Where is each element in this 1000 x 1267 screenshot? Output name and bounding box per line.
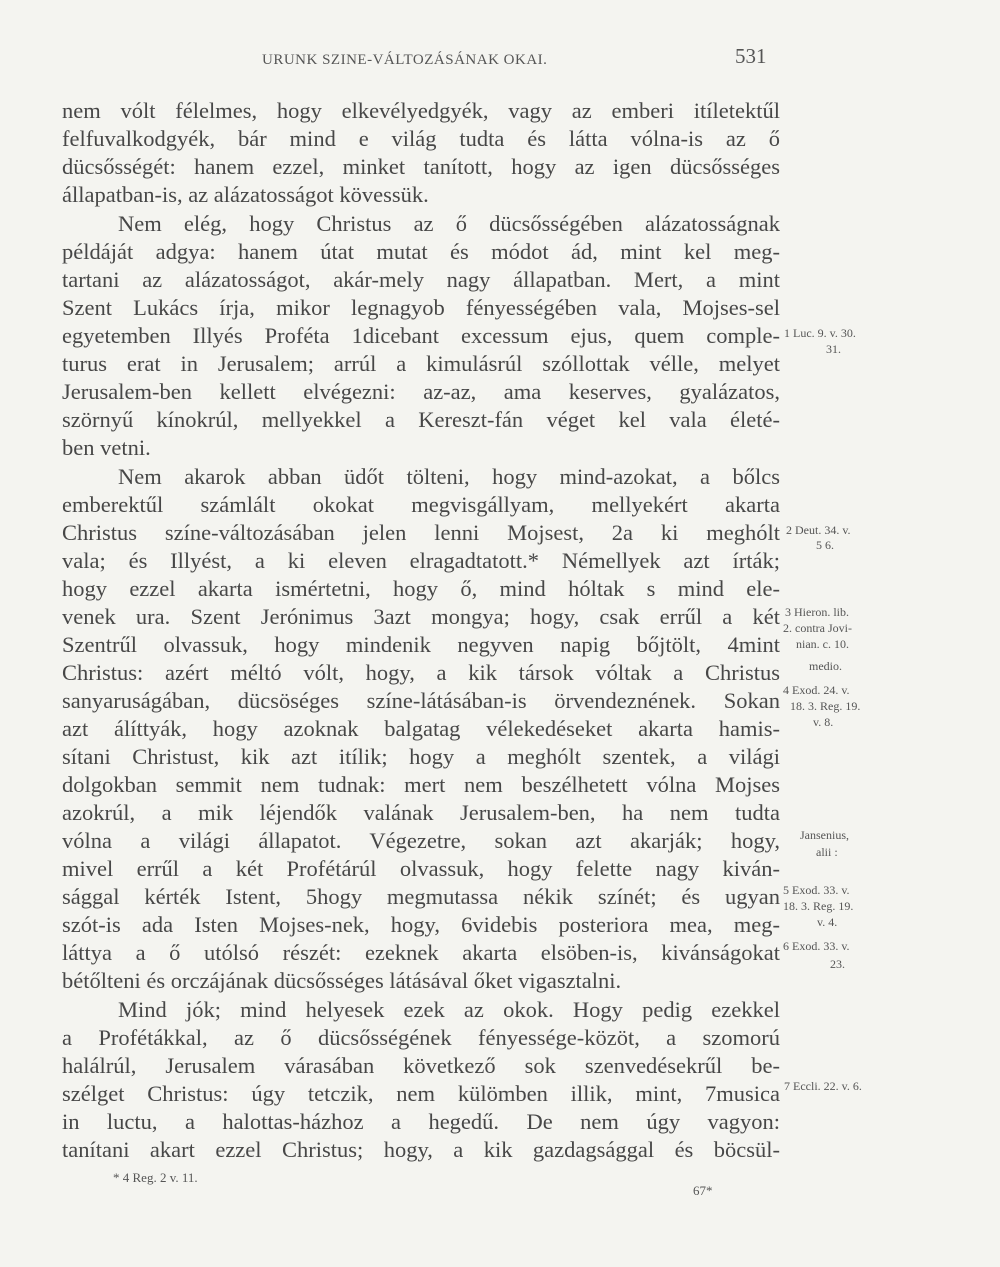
margin-note: 6 Exod. 33. v. [783,939,850,953]
text-line: példáját adgya: hanem útat mutat és módot ád, mint kel meg- [62,239,780,264]
text-line: azokrúl, a mik léjendők valának Jerusalem-ben, ha nem tudta [62,800,780,825]
margin-note: nian. c. 10. [796,637,849,651]
text-line: azt álíttyák, hogy azoknak balgatag vélekedéseket akarta hamis- [62,716,780,741]
text-line: láttya a ő utólsó részét: ezeknek akarta elsöben-is, kivánságokat [62,940,780,965]
text-line: nem vólt félelmes, hogy elkevélyedgyék, vagy az emberi itíletektűl [62,98,780,123]
margin-note: v. 8. [813,715,834,729]
text-line: dücsősségét: hanem ezzel, minket tanított, hogy az igen dücsősséges [62,154,780,179]
margin-note: 2. contra Jovi- [783,621,852,635]
margin-note: 5 Exod. 33. v. [783,883,850,897]
text-line: egyetemben Illyés Proféta 1dicebant excessum ejus, quem comple- [62,323,780,348]
text-line: sággal kérték Istent, 5hogy megmutassa nékik színét; és ugyan [62,884,780,909]
text-line: bétőlteni és orczájának dücsősséges látásával őket vigasztalni. [62,968,622,993]
text-line: sítani Christust, kik azt itílik; hogy a meghólt szentek, a világi [62,744,780,769]
text-line: in luctu, a halottas-házhoz a hegedű. De nem úgy vagyon: [62,1109,780,1134]
text-line: sanyaruságában, dücsöséges színe-látásában-is örvendeznének. Sokan [62,688,780,713]
text-line: szót-is ada Isten Mojses-nek, hogy, 6videbis posteriora mea, meg- [62,912,780,937]
running-header-title: URUNK SZINE-VÁLTOZÁSÁNAK OKAI. [262,52,548,68]
margin-note: v. 4. [817,915,838,929]
text-line: Nem akarok abban üdőt tölteni, hogy mind-azokat, a bőlcs [118,464,780,489]
text-line: emberektűl számlált okokat megvisgállyam, mellyekért akarta [62,492,780,517]
margin-note: 3 Hieron. lib. [785,605,849,619]
text-line: tartani az alázatosságot, akár-mely nagy állapatban. Mert, a mint [62,267,780,292]
text-line: szörnyű kínokrúl, mellyekkel a Kereszt-fán véget kel vala életé- [62,407,780,432]
margin-note: 31. [826,342,841,356]
text-line: Szent Lukács írja, mikor legnagyob fényességében vala, Mojses-sel [62,295,780,320]
margin-note: medio. [809,659,842,673]
margin-note: 5 6. [816,538,834,552]
margin-note: 18. 3. Reg. 19. [790,699,861,713]
text-line: dolgokban semmit nem tudnak: mert nem beszélhetett vólna Mojses [62,772,780,797]
text-line: halálrúl, Jerusalem várasában következő sok szenvedésekrűl be- [62,1053,780,1078]
margin-note: alii : [816,845,838,859]
text-line: Nem elég, hogy Christus az ő dücsősségében alázatosságnak [118,211,780,236]
text-line: állapatban-is, az alázatosságot kövessük. [62,182,429,207]
text-line: Szentrűl olvassuk, hogy mindenik negyven napig bőjtölt, 4mint [62,632,780,657]
text-line: Christus: azért méltó vólt, hogy, a kik társok vóltak a Christus [62,660,780,685]
text-line: Christus színe-változásában jelen lenni Mojsest, 2a ki meghólt [62,520,780,545]
margin-note: 7 Eccli. 22. v. 6. [784,1079,862,1093]
margin-note: Jansenius, [800,828,849,842]
margin-note: 4 Exod. 24. v. [783,683,850,697]
text-line: Mind jók; mind helyesek ezek az okok. Hogy pedig ezekkel [118,997,780,1022]
margin-note: 23. [830,957,845,971]
margin-note: 18. 3. Reg. 19. [783,899,854,913]
text-line: ben vetni. [62,435,151,460]
text-line: mivel errűl a két Profétárúl olvassuk, hogy felette nagy kiván- [62,856,780,881]
text-line: hogy ezzel akarta ismértetni, hogy ő, mind hóltak s mind ele- [62,576,780,601]
text-line: vólna a világi állapatot. Végezetre, sokan azt akarják; hogy, [62,828,780,853]
text-line: vala; és Illyést, a ki eleven elragadtatott.* Némellyek azt írták; [62,548,780,573]
margin-note: 2 Deut. 34. v. [786,523,851,537]
text-line: tanítani akart ezzel Christus; hogy, a kik gazdagsággal és böcsül- [62,1137,780,1162]
text-line: venek ura. Szent Jerónimus 3azt mongya; hogy, csak errűl a két [62,604,780,629]
margin-note: 1 Luc. 9. v. 30. [784,326,856,340]
page-number: 531 [735,44,767,68]
signature-mark: 67* [693,1183,713,1198]
text-line: Jerusalem-ben kellett elvégezni: az-az, ama keserves, gyalázatos, [62,379,780,404]
text-line: szélget Christus: úgy tetczik, nem külömben illik, mint, 7musica [62,1081,780,1106]
footnote: * 4 Reg. 2 v. 11. [113,1170,198,1185]
text-line: a Profétákkal, az ő dücsősségének fényessége-közöt, a szomorú [62,1025,780,1050]
text-line: felfuvalkodgyék, bár mind e világ tudta és látta vólna-is az ő [62,126,780,151]
text-line: turus erat in Jerusalem; arrúl a kimulásrúl szóllottak vélle, melyet [62,351,780,376]
